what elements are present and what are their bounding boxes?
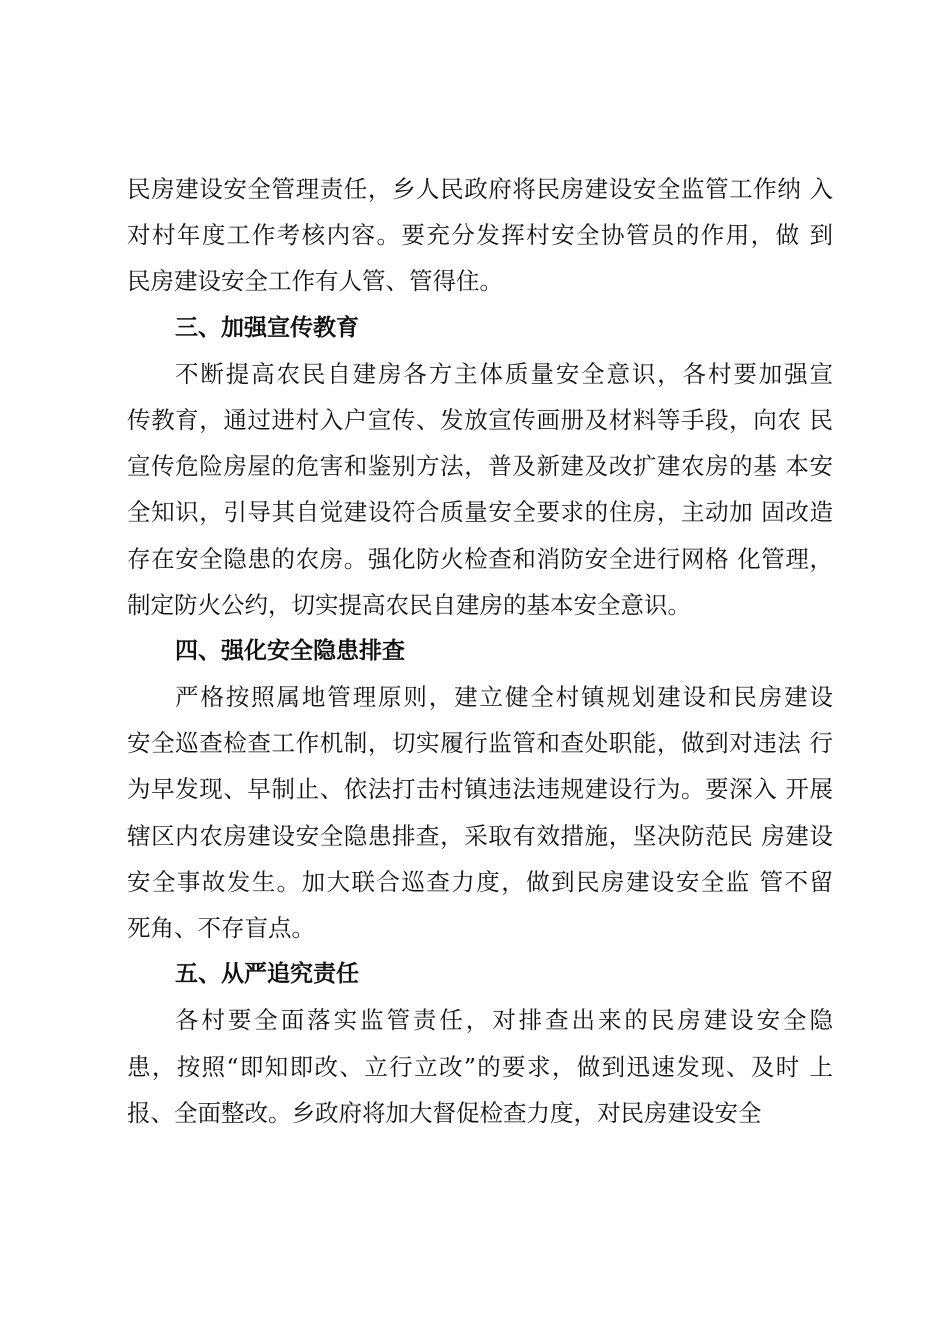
document-body: [127, 166, 833, 1136]
paragraph-line: 患，按照“即知即改、立行立改”的要求，做到迅速发现、及时 上: [127, 1052, 833, 1081]
paragraph-line: 全知识，引导其自觉建设符合质量安全要求的住房，主动加 固改造: [127, 498, 833, 527]
paragraph-line: 严格按照属地管理原则，建立健全村镇规划建设和民房建设: [175, 683, 833, 712]
paragraph-line: 死角、不存盲点。: [127, 914, 315, 942]
section-heading-3: 三、加强宣传教育: [175, 314, 359, 341]
paragraph-line: 安全巡查检查工作机制，切实履行监管和查处职能，做到对违法 行: [127, 729, 833, 758]
paragraph-line: 民房建设安全管理责任，乡人民政府将民房建设安全监管工作纳 入: [127, 175, 833, 203]
paragraph-line: 存在安全隐患的农房。强化防火检查和消防安全进行网格 化管理，: [127, 544, 833, 573]
paragraph-line: 为早发现、早制止、依法打击村镇违法违规建设行为。要深入 开展: [127, 775, 833, 804]
paragraph-line: 民房建设安全工作有人管、管得住。: [127, 267, 503, 296]
paragraph-line: 辖区内农房建设安全隐患排查，采取有效措施，坚决防范民 房建设: [127, 821, 833, 850]
paragraph-line: 传教育，通过进村入户宣传、发放宣传画册及材料等手段，向农 民: [127, 405, 833, 434]
section-heading-5: 五、从严追究责任: [175, 961, 359, 988]
paragraph-line: 不断提高农民自建房各方主体质量安全意识，各村要加强宣: [175, 359, 833, 388]
paragraph-line: 制定防火公约，切实提高农民自建房的基本安全意识。: [127, 590, 691, 619]
paragraph-line: 报、全面整改。乡政府将加大督促检查力度，对民房建设安全: [127, 1098, 762, 1127]
paragraph-line: 各村要全面落实监管责任，对排查出来的民房建设安全隐: [175, 1006, 833, 1035]
paragraph-line: 安全事故发生。加大联合巡查力度，做到民房建设安全监 管不留: [127, 867, 833, 896]
section-heading-4: 四、强化安全隐患排查: [175, 637, 405, 664]
paragraph-line: 宣传危险房屋的危害和鉴别方法，普及新建及改扩建农房的基 本安: [127, 452, 833, 481]
paragraph-line: 对村年度工作考核内容。要充分发挥村安全协管员的作用，做 到: [127, 221, 833, 250]
